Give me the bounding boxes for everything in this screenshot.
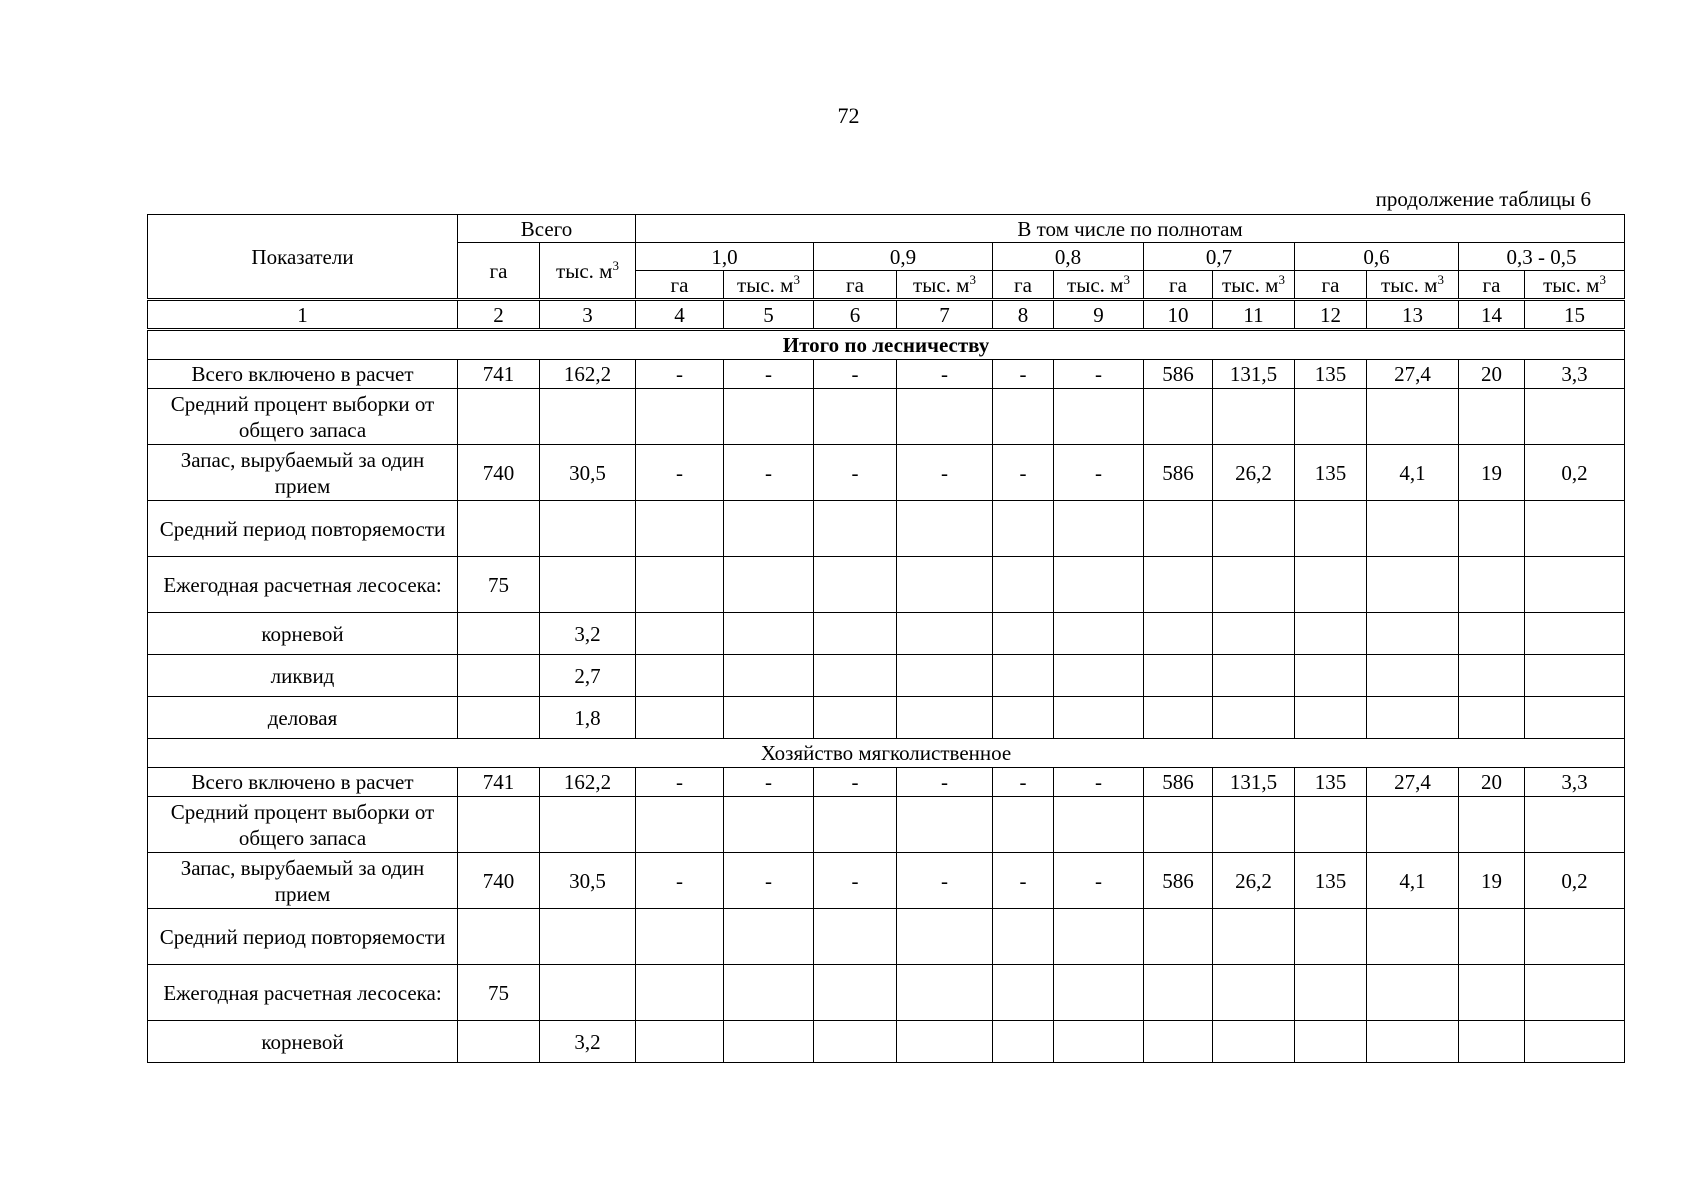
table-cell [814,501,897,557]
header-unit-ha: га [636,271,724,300]
header-total: Всего [458,215,636,243]
table-cell [540,389,636,445]
column-number: 4 [636,300,724,330]
table-cell: - [724,360,814,389]
header-unit-ha: га [1144,271,1213,300]
header-unit-ha: га [1295,271,1367,300]
table-cell [1459,909,1525,965]
table-cell [1295,909,1367,965]
table-cell [1525,501,1625,557]
table-cell [636,965,724,1021]
table-cell [1144,797,1213,853]
column-number: 14 [1459,300,1525,330]
row-label: Ежегодная расчетная лесосека: [148,557,458,613]
table-cell [1295,697,1367,739]
table-cell [1054,797,1144,853]
table-cell [1054,909,1144,965]
section-header-row [148,739,1625,768]
table-cell [636,797,724,853]
table-cell [1459,655,1525,697]
row-label: Средний период повторяемости [148,909,458,965]
table-caption: продолжение таблицы 6 [1375,187,1591,211]
table-cell [814,965,897,1021]
row-label: Средний процент выборки от общего запаса [148,389,458,445]
table-cell [897,965,993,1021]
table-cell [897,613,993,655]
table-cell: 586 [1144,445,1213,501]
table-row [148,697,1625,739]
header-unit-volume: тыс. $м^3$ [897,271,993,300]
table-cell: - [1054,768,1144,797]
table-cell: 3,3 [1525,768,1625,797]
table-cell [1213,613,1295,655]
table-cell: - [724,445,814,501]
table-cell [1213,501,1295,557]
table-cell [724,697,814,739]
table-cell [1213,797,1295,853]
table-cell: 75 [458,965,540,1021]
table-cell: - [897,360,993,389]
row-label: корневой [148,613,458,655]
table-cell [540,965,636,1021]
table-cell [1367,557,1459,613]
table-cell [1144,909,1213,965]
table-cell [724,557,814,613]
table-cell [1144,557,1213,613]
table-row [148,360,1625,389]
table-cell [724,501,814,557]
table-cell: 27,4 [1367,768,1459,797]
row-label: Всего включено в расчет [148,768,458,797]
table-cell: - [1054,360,1144,389]
table-cell [1525,613,1625,655]
table-cell [1295,613,1367,655]
table-cell [897,1021,993,1063]
table-cell [458,501,540,557]
table-cell [897,797,993,853]
row-label: Запас, вырубаемый за один прием [148,853,458,909]
table-cell [1295,797,1367,853]
table-cell [1367,389,1459,445]
table-cell: 19 [1459,853,1525,909]
column-number: 15 [1525,300,1625,330]
table-cell: - [1054,853,1144,909]
table-cell [1459,389,1525,445]
table-cell [636,613,724,655]
header-unit-volume: тыс. $м^3$ [724,271,814,300]
table-cell: 0,2 [1525,853,1625,909]
table-cell: 19 [1459,445,1525,501]
table-row [148,853,1625,909]
table-cell [1213,389,1295,445]
header-total-ha: га [458,243,540,300]
table-cell [993,613,1054,655]
table-cell [1367,613,1459,655]
table-cell [1295,965,1367,1021]
table-cell: 586 [1144,853,1213,909]
table-cell [458,655,540,697]
row-label: Средний период повторяемости [148,501,458,557]
table-cell [1213,965,1295,1021]
table-cell [1525,389,1625,445]
table-cell: 741 [458,360,540,389]
table-cell [636,389,724,445]
table-cell: 135 [1295,445,1367,501]
table-cell: - [636,768,724,797]
table-cell [993,389,1054,445]
table-cell [814,1021,897,1063]
column-number: 10 [1144,300,1213,330]
table-cell [1525,697,1625,739]
column-number: 11 [1213,300,1295,330]
table-cell [1054,655,1144,697]
table-cell [540,501,636,557]
table-cell [636,655,724,697]
table-cell [1525,1021,1625,1063]
table-cell [1144,965,1213,1021]
header-density: 0,8 [993,243,1144,271]
table-cell: 131,5 [1213,768,1295,797]
table-cell [1525,909,1625,965]
table-cell [1459,501,1525,557]
table-cell [458,909,540,965]
table-cell: 3,3 [1525,360,1625,389]
column-number: 12 [1295,300,1367,330]
table-cell [458,613,540,655]
table-cell: 1,8 [540,697,636,739]
table-cell [814,909,897,965]
table-cell [993,655,1054,697]
table-cell [1144,655,1213,697]
table-cell: - [897,445,993,501]
table-cell [1459,1021,1525,1063]
table-cell [814,557,897,613]
header-unit-ha: га [814,271,897,300]
table-cell: - [993,445,1054,501]
header-total-volume: тыс. $м^3$ [540,243,636,300]
table-row [148,445,1625,501]
table-cell [814,613,897,655]
header-unit-volume: тыс. $м^3$ [1054,271,1144,300]
table-cell [1054,557,1144,613]
table-cell: - [814,360,897,389]
table-cell [1054,697,1144,739]
table-cell [897,389,993,445]
table-cell: 740 [458,445,540,501]
table-cell [897,655,993,697]
table-cell [1295,1021,1367,1063]
table-cell: 741 [458,768,540,797]
table-cell [1295,389,1367,445]
header-unit-ha: га [1459,271,1525,300]
table-cell: 27,4 [1367,360,1459,389]
table-cell [1367,697,1459,739]
table-cell [1367,965,1459,1021]
row-label: Запас, вырубаемый за один прием [148,445,458,501]
table-cell [636,909,724,965]
table-cell [814,389,897,445]
table-cell [540,909,636,965]
header-unit-ha: га [993,271,1054,300]
table-cell: 586 [1144,768,1213,797]
table-cell: - [636,853,724,909]
row-label: корневой [148,1021,458,1063]
table-cell: - [724,853,814,909]
table-cell: - [993,360,1054,389]
table-cell [724,965,814,1021]
table-cell [1525,655,1625,697]
header-density: 0,9 [814,243,993,271]
table-row [148,389,1625,445]
table-cell: 26,2 [1213,445,1295,501]
section-title: Хозяйство мягколиственное [148,739,1625,768]
table-cell [1054,613,1144,655]
header-by-density: В том числе по полнотам [636,215,1625,243]
column-number: 1 [148,300,458,330]
table-cell: 0,2 [1525,445,1625,501]
table-cell [724,613,814,655]
header-density: 0,7 [1144,243,1295,271]
table-cell: 135 [1295,360,1367,389]
data-table [147,214,1625,1063]
table-cell [724,389,814,445]
header-density: 1,0 [636,243,814,271]
row-label: ликвид [148,655,458,697]
header-density: 0,3 - 0,5 [1459,243,1625,271]
table-cell: - [993,768,1054,797]
table-cell [993,797,1054,853]
table-cell: 20 [1459,768,1525,797]
table-cell: 20 [1459,360,1525,389]
header-unit-volume: тыс. $м^3$ [1367,271,1459,300]
column-number: 2 [458,300,540,330]
table-cell [724,655,814,697]
page-number: 72 [837,103,860,128]
table-cell [1054,965,1144,1021]
header-indicators: Показатели [148,215,458,300]
table-cell [1054,1021,1144,1063]
column-number: 5 [724,300,814,330]
table-cell [814,655,897,697]
table-cell: - [724,768,814,797]
table-row [148,1021,1625,1063]
table-cell [897,501,993,557]
table-cell: 4,1 [1367,853,1459,909]
table-cell [1144,613,1213,655]
column-number: 6 [814,300,897,330]
row-label: Средний процент выборки от общего запаса [148,797,458,853]
table-cell: 26,2 [1213,853,1295,909]
table-cell [458,797,540,853]
table-cell [636,557,724,613]
table-cell [897,909,993,965]
table-cell [1144,1021,1213,1063]
table-cell: 135 [1295,853,1367,909]
table-cell [458,389,540,445]
table-cell: 135 [1295,768,1367,797]
table-cell [540,557,636,613]
header-unit-volume: тыс. $м^3$ [1213,271,1295,300]
table-cell [1213,1021,1295,1063]
table-cell: 3,2 [540,613,636,655]
table-cell [1525,797,1625,853]
table-cell: - [897,853,993,909]
column-number: 8 [993,300,1054,330]
table-cell [1144,501,1213,557]
table-cell: - [814,768,897,797]
table-cell [993,697,1054,739]
table-cell [724,909,814,965]
header-unit-volume: тыс. $м^3$ [1525,271,1625,300]
table-cell [993,965,1054,1021]
table-cell [1054,501,1144,557]
table-cell [993,909,1054,965]
table-cell [993,501,1054,557]
row-label: Ежегодная расчетная лесосека: [148,965,458,1021]
table-cell [1525,965,1625,1021]
table-row [148,909,1625,965]
row-label: Всего включено в расчет [148,360,458,389]
table-cell [458,697,540,739]
table-cell [1213,557,1295,613]
table-cell [1525,557,1625,613]
table-cell [1367,909,1459,965]
table-cell [1459,965,1525,1021]
table-cell [1367,1021,1459,1063]
table-cell [636,697,724,739]
table-cell: 162,2 [540,768,636,797]
table-cell: - [814,853,897,909]
header-density: 0,6 [1295,243,1459,271]
table-cell: - [993,853,1054,909]
table-row [148,501,1625,557]
table-cell [1144,389,1213,445]
table-row [148,965,1625,1021]
table-cell [993,557,1054,613]
table-cell [814,697,897,739]
table-cell: 30,5 [540,445,636,501]
table-cell: 75 [458,557,540,613]
table-cell: 2,7 [540,655,636,697]
table-cell [636,1021,724,1063]
table-cell [1054,389,1144,445]
table-cell [1367,501,1459,557]
table-cell [1295,655,1367,697]
table-cell [1367,655,1459,697]
column-number: 9 [1054,300,1144,330]
table-cell [814,797,897,853]
table-row [148,655,1625,697]
table-cell: 4,1 [1367,445,1459,501]
table-cell: - [636,445,724,501]
table-cell: 586 [1144,360,1213,389]
table-cell [897,697,993,739]
table-cell: 162,2 [540,360,636,389]
column-number-row [148,300,1625,330]
table-cell [1213,909,1295,965]
column-number: 3 [540,300,636,330]
table-cell: - [1054,445,1144,501]
table-cell [1295,557,1367,613]
table-cell [1144,697,1213,739]
table-row [148,613,1625,655]
table-cell: - [897,768,993,797]
table-cell [993,1021,1054,1063]
table-cell [1367,797,1459,853]
table-cell: - [636,360,724,389]
table-cell: - [814,445,897,501]
table-cell [724,797,814,853]
table-cell [1459,697,1525,739]
section-title: Итого по лесничеству [148,330,1625,360]
table-row [148,557,1625,613]
column-number: 13 [1367,300,1459,330]
table-cell [724,1021,814,1063]
table-cell [1459,557,1525,613]
row-label: деловая [148,697,458,739]
section-header-row [148,330,1625,360]
table-cell [1213,697,1295,739]
table-cell: 30,5 [540,853,636,909]
table-cell [1459,797,1525,853]
table-cell: 740 [458,853,540,909]
table-cell [1213,655,1295,697]
table-cell: 131,5 [1213,360,1295,389]
column-number: 7 [897,300,993,330]
table-row [148,768,1625,797]
table-cell [636,501,724,557]
table-row [148,797,1625,853]
table-cell: 3,2 [540,1021,636,1063]
table-cell [1459,613,1525,655]
table-cell [540,797,636,853]
table-cell [1295,501,1367,557]
table-cell [897,557,993,613]
table-cell [458,1021,540,1063]
